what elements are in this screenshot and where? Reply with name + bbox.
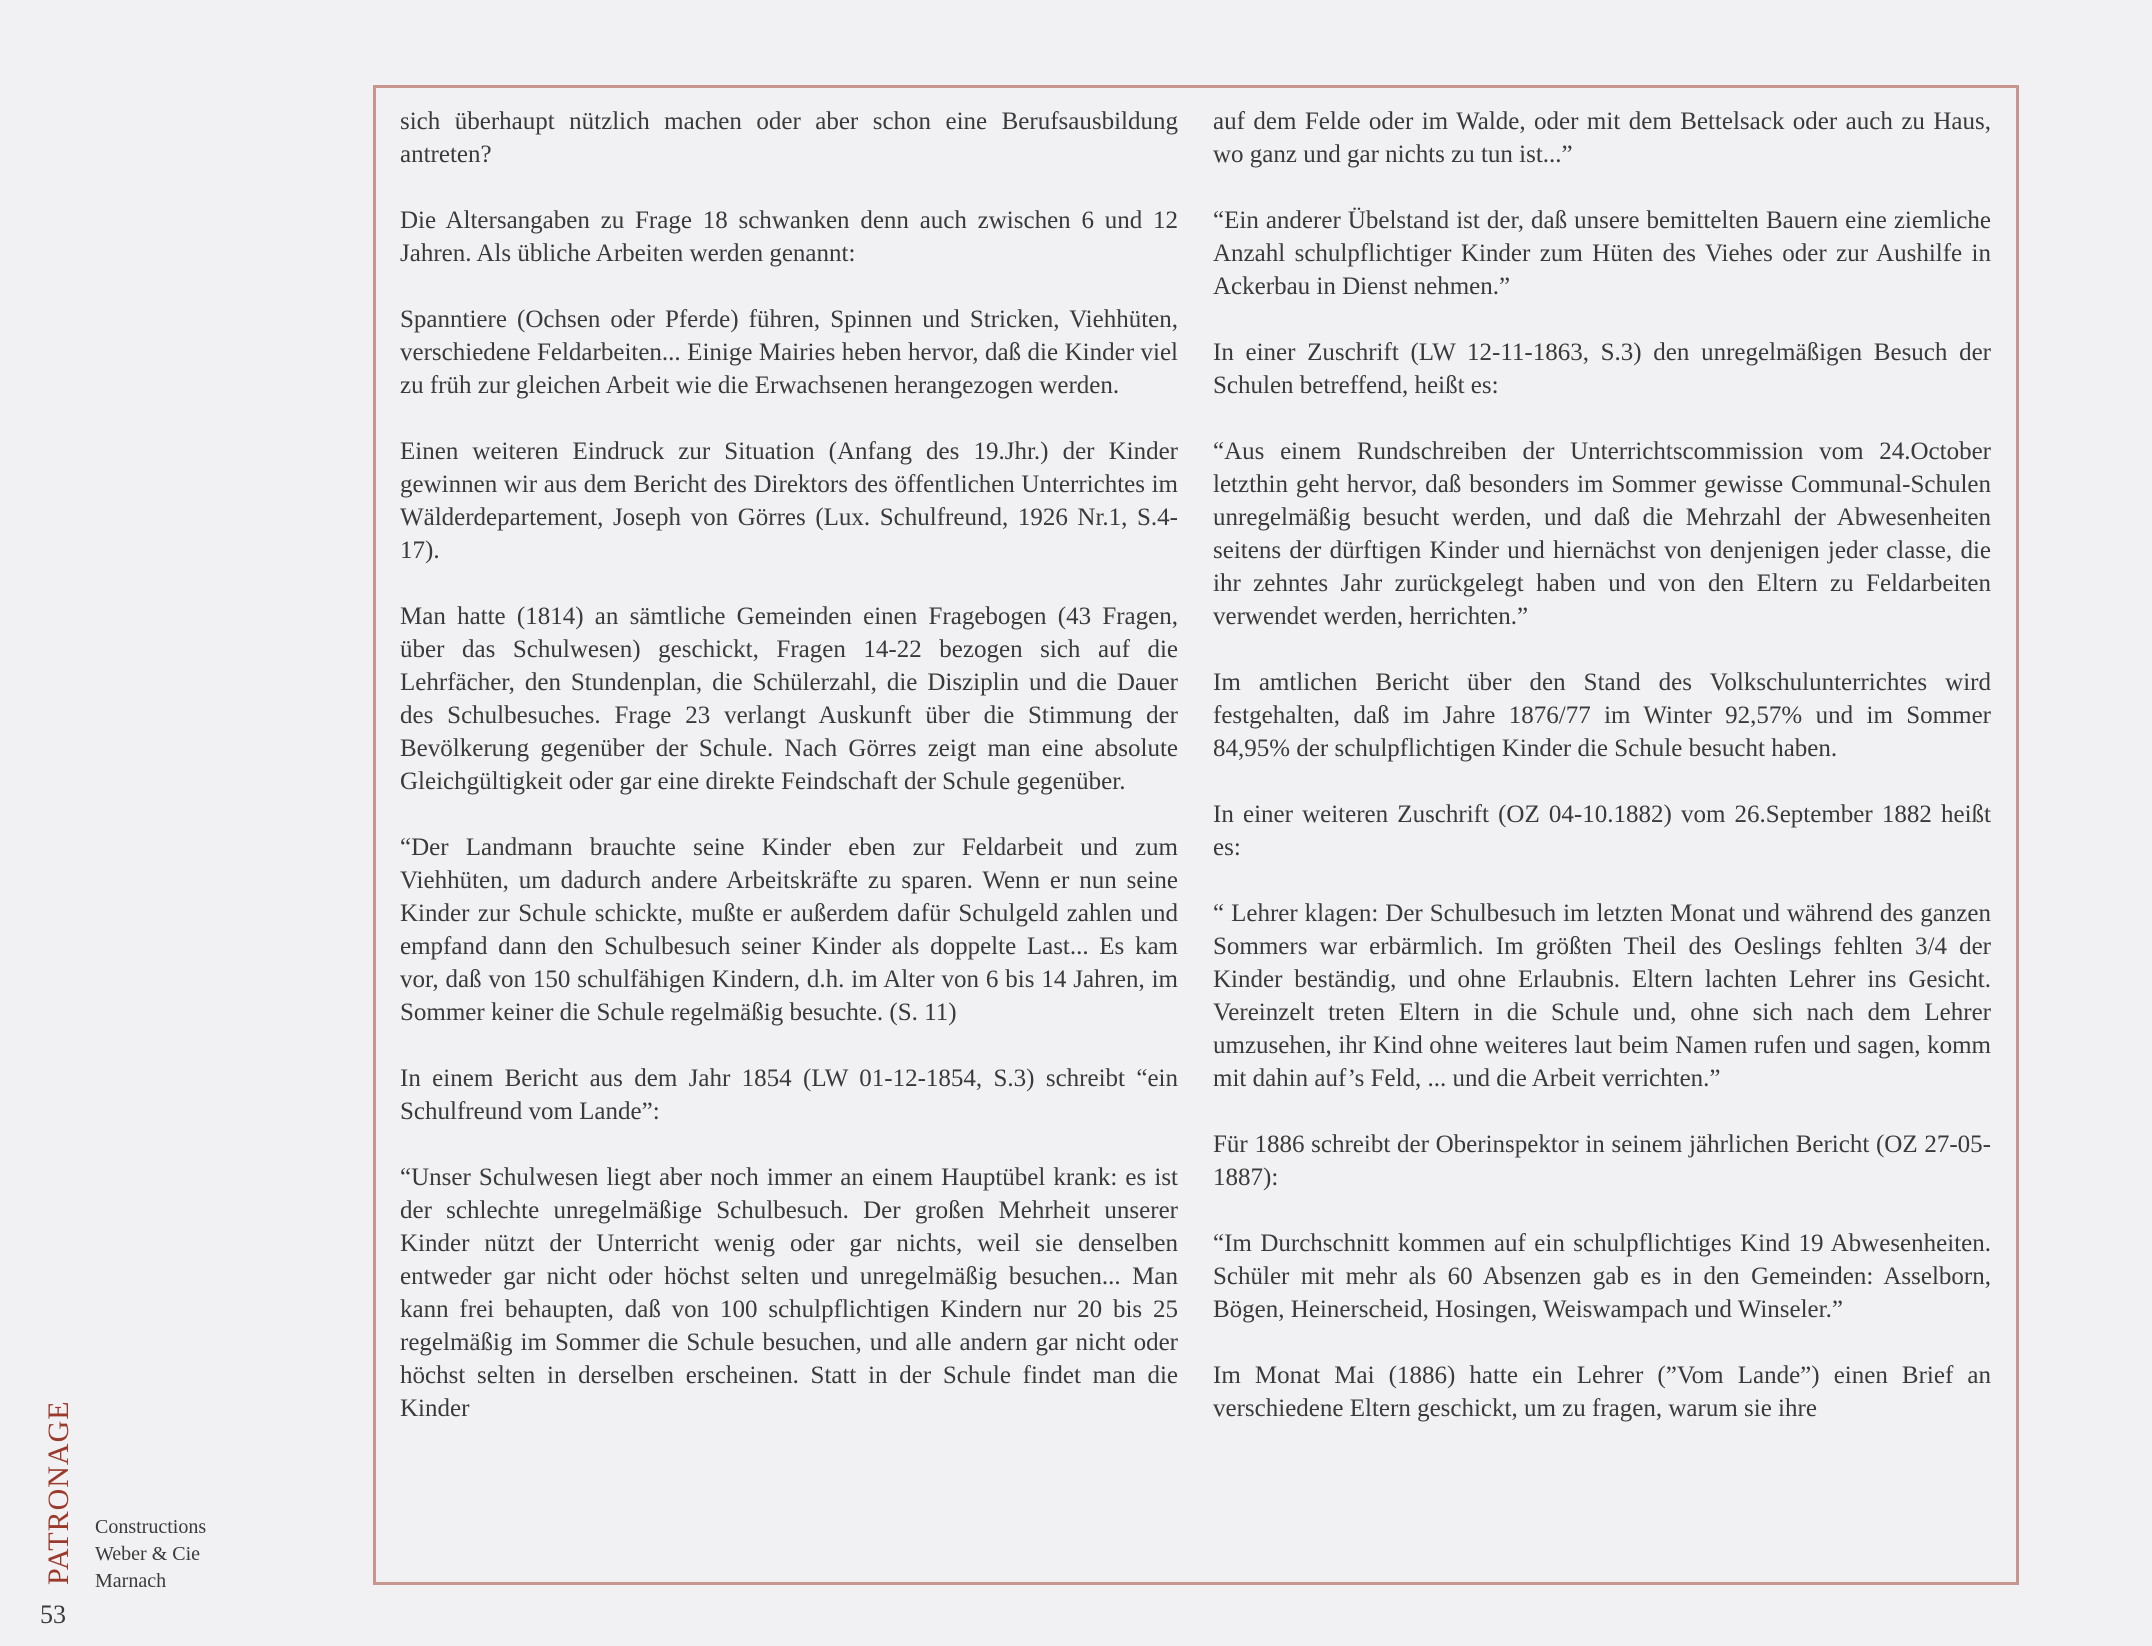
paragraph: Einen weiteren Eindruck zur Situation (Anfang des 19.Jhr.) der Kinder gewinnen wir aus dem Bericht des Direktors des öffentlichen Unterrichtes im Wälderdepartement, Joseph von Görres (Lux. Schulfreund, 1926 Nr.1, S.4-17). [400, 438, 1178, 564]
sponsor-line: Constructions [95, 1516, 207, 1538]
paragraph: “ Lehrer klagen: Der Schulbesuch im letzten Monat und während des ganzen Sommers war erbärmlich. Im größten Theil des Oeslings fehlten 3/4 der Kinder beständig, und ohne Erlaubnis. Eltern lachten Lehrer ins Gesicht. Vereinzelt treten Eltern in die Schule und, ohne sich nach dem Lehrer umzusehen, ihr Kind ohne weiteres laut beim Namen rufen und sagen, komm mit dahin auf’s Feld, ... und die Arbeit verrichten.” [1213, 900, 1991, 1092]
paragraph: “Unser Schulwesen liegt aber noch immer an einem Hauptübel krank: es ist der schlechte unregelmäßige Schulbesuch. Der großen Mehrheit unserer Kinder nützt der Unterricht wenig oder gar nichts, weil sie denselben entweder gar nicht oder höchst selten und unregelmäßig besuchen... Man kann frei behaupten, daß von 100 schulpflichtigen Kindern nur 20 bis 25 regelmäßig im Sommer die Schule besuchen, und alle andern gar nicht oder höchst selten in derselben erscheinen. Statt in der Schule findet man die Kinder [400, 1164, 1178, 1422]
paragraph: Im amtlichen Bericht über den Stand des Volkschulunterrichtes wird festgehalten, daß im Jahre 1876/77 im Winter 92,57% und im Sommer 84,95% der schulpflichtigen Kinder die Schule besucht haben. [1213, 669, 1991, 762]
paragraph: In einem Bericht aus dem Jahr 1854 (LW 01-12-1854, S.3) schreibt “ein Schulfreund vom Lande”: [400, 1065, 1178, 1125]
paragraph: sich überhaupt nützlich machen oder aber schon eine Berufsausbildung antreten? [400, 108, 1178, 168]
left-text-column [400, 105, 1178, 1458]
paragraph: Spanntiere (Ochsen oder Pferde) führen, Spinnen und Stricken, Viehhüten, verschiedene Feldarbeiten... Einige Mairies heben hervor, daß die Kinder viel zu früh zur gleichen Arbeit wie die Erwachsenen herangezogen werden. [400, 306, 1178, 399]
page-number: 53 [40, 1600, 66, 1629]
paragraph: Die Altersangaben zu Frage 18 schwanken denn auch zwischen 6 und 12 Jahren. Als übliche Arbeiten werden genannt: [400, 207, 1178, 267]
sidebar-title: PATRONAGE [42, 1400, 75, 1585]
paragraph: Im Monat Mai (1886) hatte ein Lehrer (”Vom Lande”) einen Brief an verschiedene Eltern geschickt, um zu fragen, warum sie ihre [1213, 1362, 1991, 1422]
paragraph: “Im Durchschnitt kommen auf ein schulpflichtiges Kind 19 Abwesenheiten. Schüler mit mehr als 60 Absenzen gab es in den Gemeinden: Asselborn, Bögen, Heinerscheid, Hosingen, Weiswampach und Winseler.” [1213, 1230, 1991, 1323]
sponsor-credit [95, 1514, 206, 1595]
paragraph: “Der Landmann brauchte seine Kinder eben zur Feldarbeit und zum Viehhüten, um dadurch andere Arbeitskräfte zu sparen. Wenn er nun seine Kinder zur Schule schickte, mußte er außerdem dafür Schulgeld zahlen und empfand dann den Schulbesuch seiner Kinder als doppelte Last... Es kam vor, daß von 150 schulfähigen Kindern, d.h. im Alter von 6 bis 14 Jahren, im Sommer keiner die Schule regelmäßig besuchte. (S. 11) [400, 834, 1178, 1026]
paragraph: auf dem Felde oder im Walde, oder mit dem Bettelsack oder auch zu Haus, wo ganz und gar nichts zu tun ist...” [1213, 108, 1991, 168]
paragraph: Man hatte (1814) an sämtliche Gemeinden einen Fragebogen (43 Fragen, über das Schulwesen) geschickt, Fragen 14-22 bezogen sich auf die Lehrfächer, den Stundenplan, die Schülerzahl, die Disziplin und die Dauer des Schulbesuches. Frage 23 verlangt Auskunft über die Stimmung der Bevölkerung gegenüber der Schule. Nach Görres zeigt man eine absolute Gleichgültigkeit oder gar eine direkte Feindschaft der Schule gegenüber. [400, 603, 1178, 795]
right-text-column [1213, 105, 1991, 1458]
paragraph: In einer Zuschrift (LW 12-11-1863, S.3) den unregelmäßigen Besuch der Schulen betreffend, heißt es: [1213, 339, 1991, 399]
sponsor-line: Marnach [95, 1570, 167, 1592]
paragraph: “Aus einem Rundschreiben der Unterrichtscommission vom 24.October letzthin geht hervor, daß besonders im Sommer gewisse Communal-Schulen unregelmäßig besucht werden, und daß die Mehrzahl der Abwesenheiten seitens der dürftigen Kinder und hiernächst von denjenigen jeder classe, die ihr zehntes Jahr zurückgelegt haben und von den Eltern zu Feldarbeiten verwendet werden, herrichten.” [1213, 438, 1991, 630]
sponsor-line: Weber & Cie [95, 1543, 201, 1565]
paragraph: Für 1886 schreibt der Oberinspektor in seinem jährlichen Bericht (OZ 27-05-1887): [1213, 1131, 1991, 1191]
paragraph: In einer weiteren Zuschrift (OZ 04-10.1882) vom 26.September 1882 heißt es: [1213, 801, 1991, 861]
paragraph: “Ein anderer Übelstand ist der, daß unsere bemittelten Bauern eine ziemliche Anzahl schulpflichtiger Kinder zum Hüten des Viehes oder zur Aushilfe in Ackerbau in Dienst nehmen.” [1213, 207, 1991, 300]
